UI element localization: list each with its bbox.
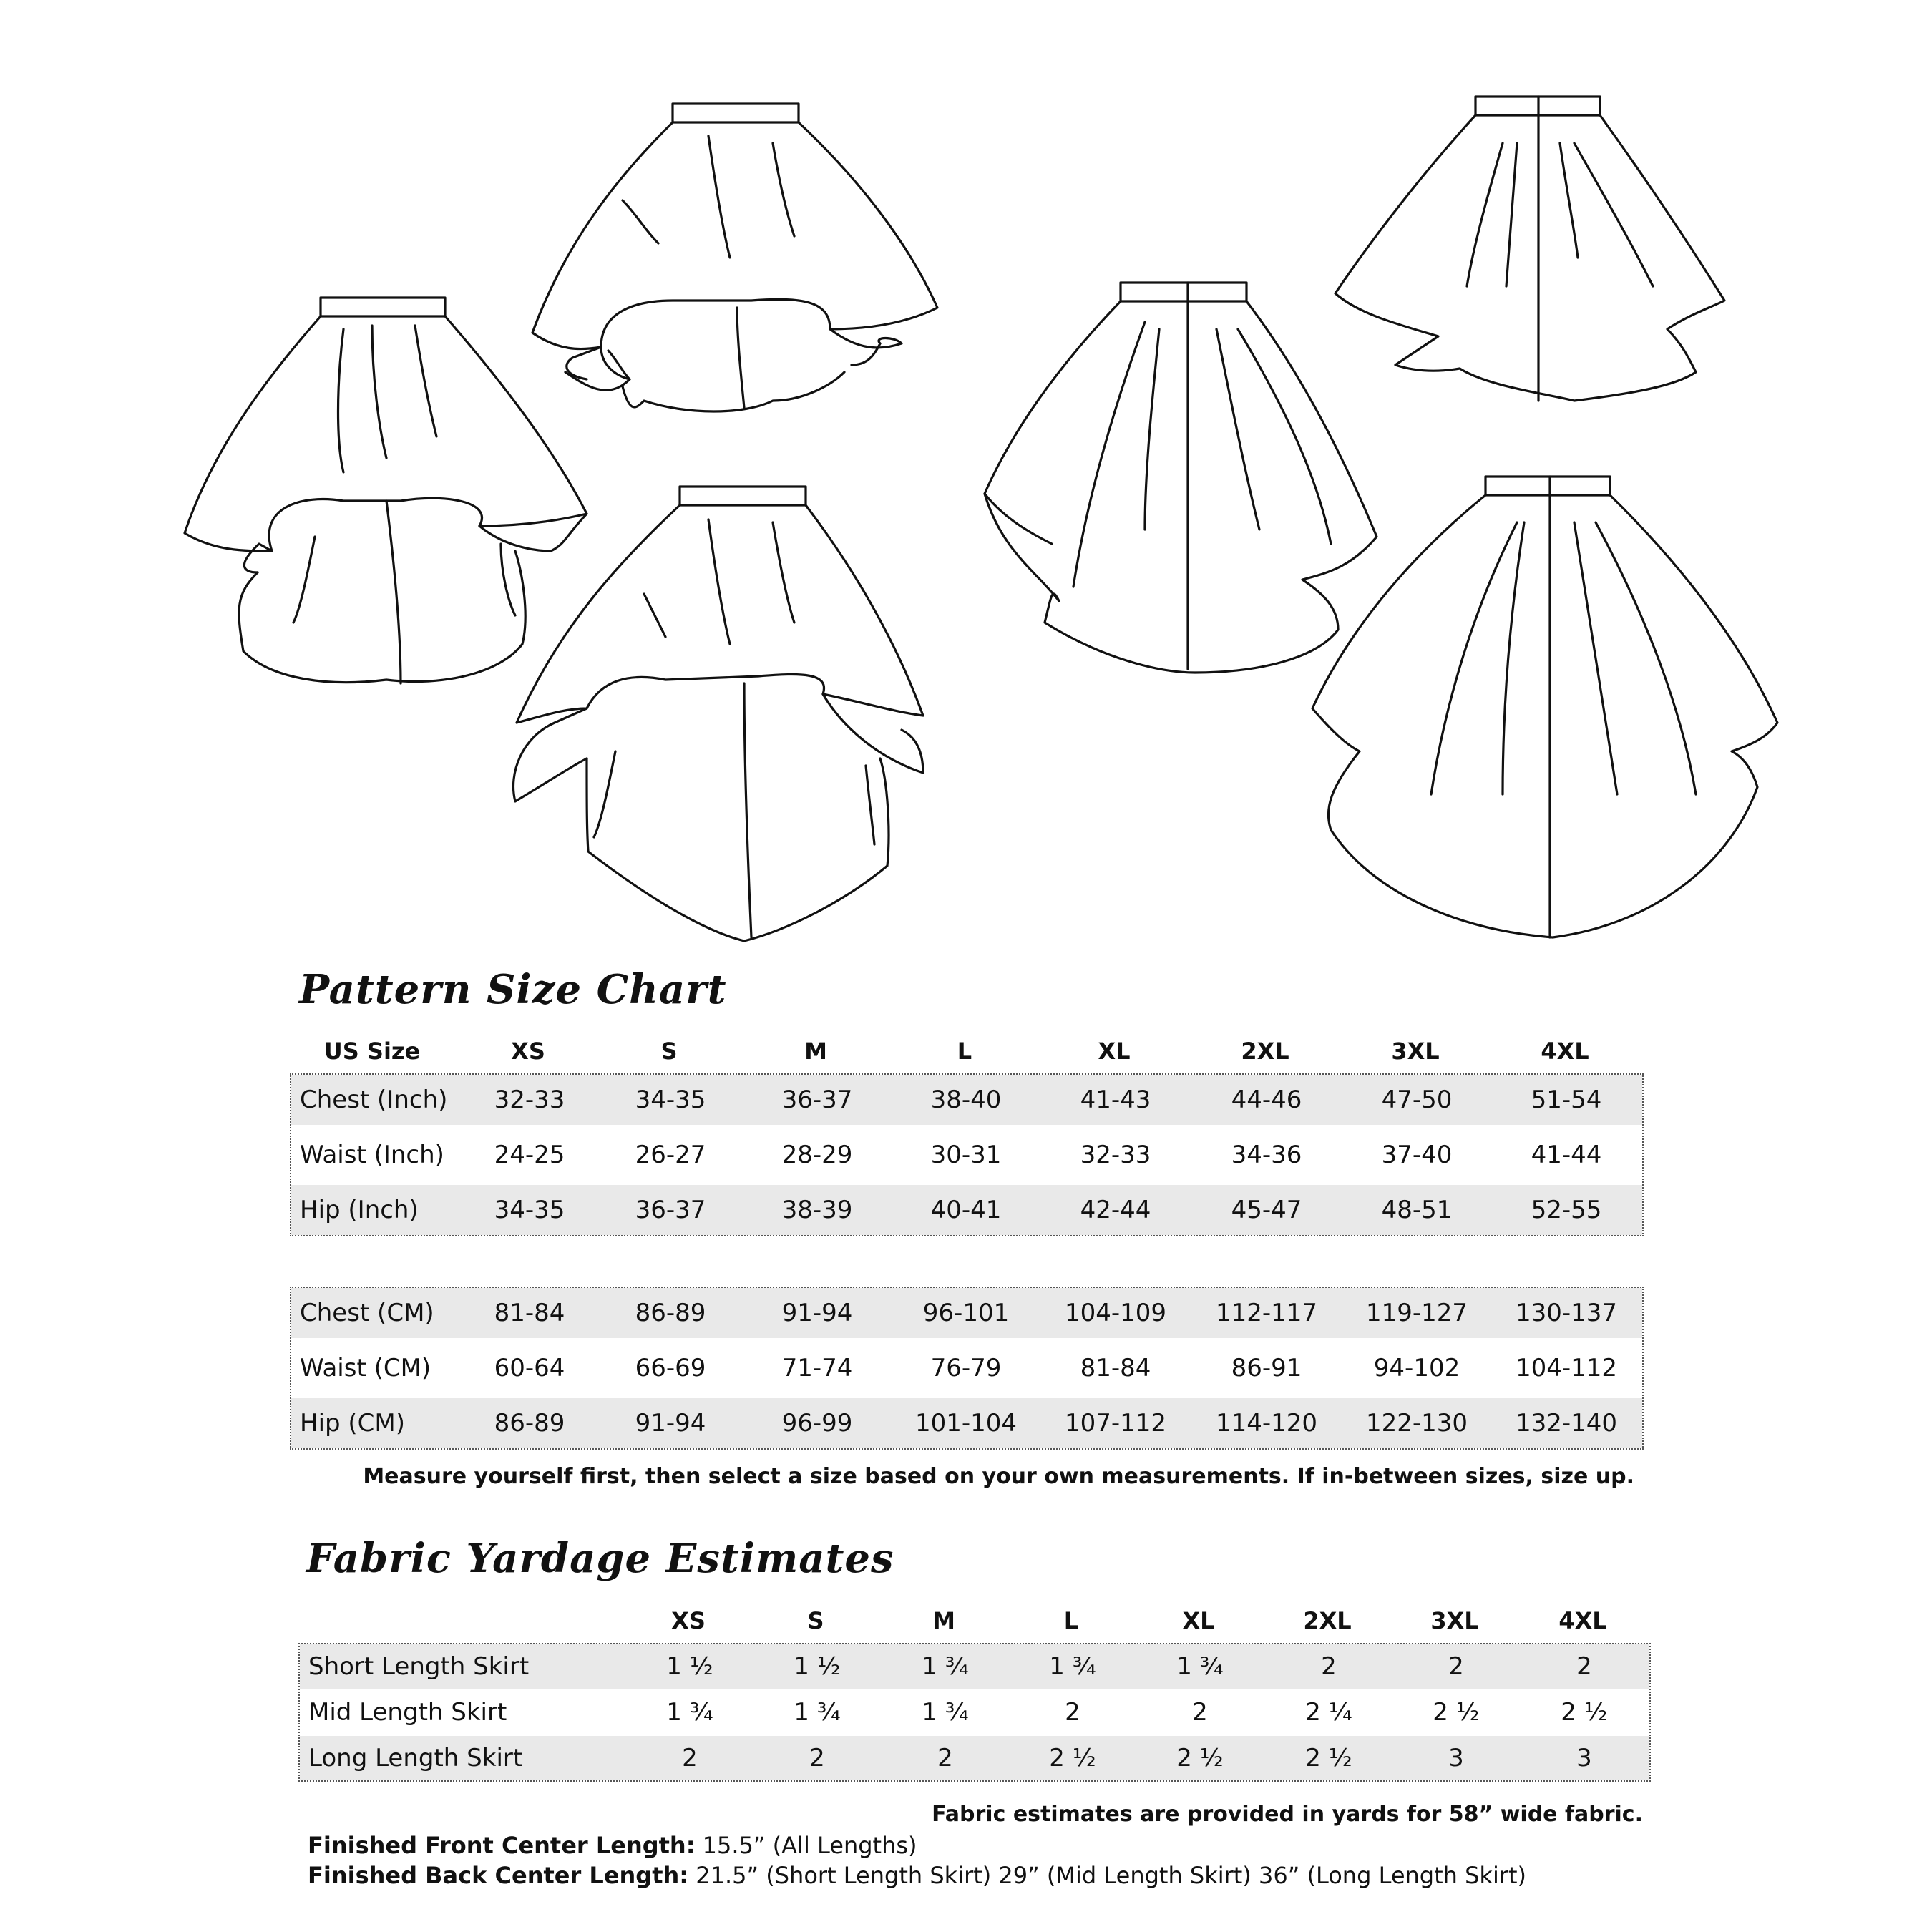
header-2xl: 2XL [1241,1038,1289,1065]
cell: 96-101 [922,1299,1010,1327]
size-chart-title: Pattern Size Chart [299,966,727,1013]
cell: 86-91 [1231,1354,1302,1382]
skirt-back-long-illustration [1312,477,1777,937]
header-m: M [932,1607,955,1634]
size-table-cm [290,1287,1644,1450]
cell: 2 ½ [1433,1698,1480,1727]
table-row [300,1689,1649,1736]
header-xs: XS [671,1607,706,1634]
header-us-size: US Size [323,1038,421,1065]
cell: 47-50 [1381,1085,1453,1114]
cell: 28-29 [781,1141,853,1169]
cell: 34-35 [494,1196,565,1224]
skirt-front-long-illustration [513,487,923,941]
size-chart-note: Measure yourself first, then select a size based on your own measurements. If in-between sizes, size up. [363,1464,1634,1489]
cell: 60-64 [494,1354,565,1382]
header-xl: XL [1098,1038,1131,1065]
cell: 37-40 [1381,1141,1453,1169]
table-row [291,1125,1642,1185]
cell: 86-89 [494,1409,565,1438]
header-s: S [807,1607,824,1634]
size-chart-header [0,1038,1932,1073]
table-row [291,1338,1642,1398]
header-xl: XL [1182,1607,1215,1634]
cell: 1 ½ [794,1652,841,1681]
finished-back-length [308,1862,1526,1889]
skirt-back-short-illustration [1335,97,1724,401]
cell: 104-109 [1064,1299,1167,1327]
row-label: Long Length Skirt [308,1744,523,1772]
cell: 2 [682,1744,698,1772]
cell: 38-40 [930,1085,1002,1114]
skirt-illustrations [0,0,1932,959]
front-length-label: Finished Front Center Length: [308,1832,696,1859]
cell: 41-43 [1080,1085,1151,1114]
cell: 2 ½ [1049,1744,1096,1772]
cell: 32-33 [494,1085,565,1114]
table-row [300,1644,1649,1689]
header-l: L [957,1038,972,1065]
size-table-inch [290,1073,1644,1236]
header-3xl: 3XL [1430,1607,1479,1634]
cell: 24-25 [494,1141,565,1169]
back-length-label: Finished Back Center Length: [308,1862,689,1889]
cell: 44-46 [1231,1085,1302,1114]
cell: 34-36 [1231,1141,1302,1169]
cell: 30-31 [930,1141,1002,1169]
cell: 1 ¾ [666,1698,713,1727]
cell: 3 [1576,1744,1592,1772]
cell: 2 [937,1744,953,1772]
cell: 104-112 [1515,1354,1618,1382]
row-label: Waist (Inch) [300,1141,444,1169]
cell: 2 [1576,1652,1592,1681]
yardage-note: Fabric estimates are provided in yards for 58” wide fabric. [932,1802,1643,1827]
table-row [291,1288,1642,1338]
row-label: Waist (CM) [300,1354,431,1382]
back-length-value: 21.5” (Short Length Skirt) 29” (Mid Length Skirt) 36” (Long Length Skirt) [688,1862,1527,1889]
header-m: M [804,1038,827,1065]
cell: 130-137 [1515,1299,1618,1327]
yardage-table [298,1643,1651,1782]
header-4xl: 4XL [1541,1038,1589,1065]
table-row [300,1736,1649,1780]
cell: 2 [1065,1698,1080,1727]
cell: 26-27 [635,1141,706,1169]
header-4xl: 4XL [1558,1607,1607,1634]
cell: 51-54 [1531,1085,1602,1114]
cell: 48-51 [1381,1196,1453,1224]
row-label: Short Length Skirt [308,1652,530,1681]
cell: 41-44 [1531,1141,1602,1169]
cell: 132-140 [1515,1409,1618,1438]
header-3xl: 3XL [1391,1038,1440,1065]
cell: 96-99 [781,1409,853,1438]
cell: 2 ½ [1176,1744,1224,1772]
header-2xl: 2XL [1303,1607,1352,1634]
yardage-header [0,1607,1932,1643]
cell: 66-69 [635,1354,706,1382]
cell: 34-35 [635,1085,706,1114]
cell: 81-84 [1080,1354,1151,1382]
cell: 91-94 [635,1409,706,1438]
front-length-value: 15.5” (All Lengths) [695,1832,917,1859]
cell: 76-79 [930,1354,1002,1382]
cell: 52-55 [1531,1196,1602,1224]
finished-front-length [308,1832,917,1859]
row-label: Chest (Inch) [300,1085,448,1114]
cell: 81-84 [494,1299,565,1327]
cell: 2 ½ [1305,1744,1352,1772]
cell: 36-37 [635,1196,706,1224]
header-xs: XS [511,1038,545,1065]
cell: 94-102 [1373,1354,1460,1382]
cell: 86-89 [635,1299,706,1327]
cell: 2 [809,1744,825,1772]
cell: 2 [1448,1652,1464,1681]
table-row [291,1075,1642,1125]
cell: 38-39 [781,1196,853,1224]
skirt-front-short-illustration [532,104,937,411]
cell: 1 ¾ [794,1698,841,1727]
cell: 91-94 [781,1299,853,1327]
row-label: Chest (CM) [300,1299,434,1327]
cell: 122-130 [1365,1409,1468,1438]
skirt-front-mid-illustration [185,298,587,683]
cell: 1 ¾ [1176,1652,1224,1681]
header-s: S [660,1038,678,1065]
cell: 2 [1192,1698,1208,1727]
cell: 112-117 [1215,1299,1318,1327]
yardage-title: Fabric Yardage Estimates [306,1535,894,1582]
row-label: Hip (Inch) [300,1196,419,1224]
cell: 45-47 [1231,1196,1302,1224]
skirt-back-mid-illustration [985,283,1377,673]
cell: 2 ½ [1561,1698,1608,1727]
cell: 119-127 [1365,1299,1468,1327]
header-l: L [1063,1607,1079,1634]
cell: 42-44 [1080,1196,1151,1224]
cell: 2 ¼ [1305,1698,1352,1727]
table-row [291,1185,1642,1235]
row-label: Hip (CM) [300,1409,406,1438]
cell: 1 ¾ [922,1652,969,1681]
cell: 71-74 [781,1354,853,1382]
row-label: Mid Length Skirt [308,1698,507,1727]
cell: 32-33 [1080,1141,1151,1169]
table-row [291,1398,1642,1448]
cell: 2 [1321,1652,1337,1681]
cell: 1 ½ [666,1652,713,1681]
cell: 1 ¾ [922,1698,969,1727]
cell: 114-120 [1215,1409,1318,1438]
cell: 40-41 [930,1196,1002,1224]
cell: 1 ¾ [1049,1652,1096,1681]
cell: 36-37 [781,1085,853,1114]
cell: 107-112 [1064,1409,1167,1438]
cell: 3 [1448,1744,1464,1772]
cell: 101-104 [914,1409,1018,1438]
